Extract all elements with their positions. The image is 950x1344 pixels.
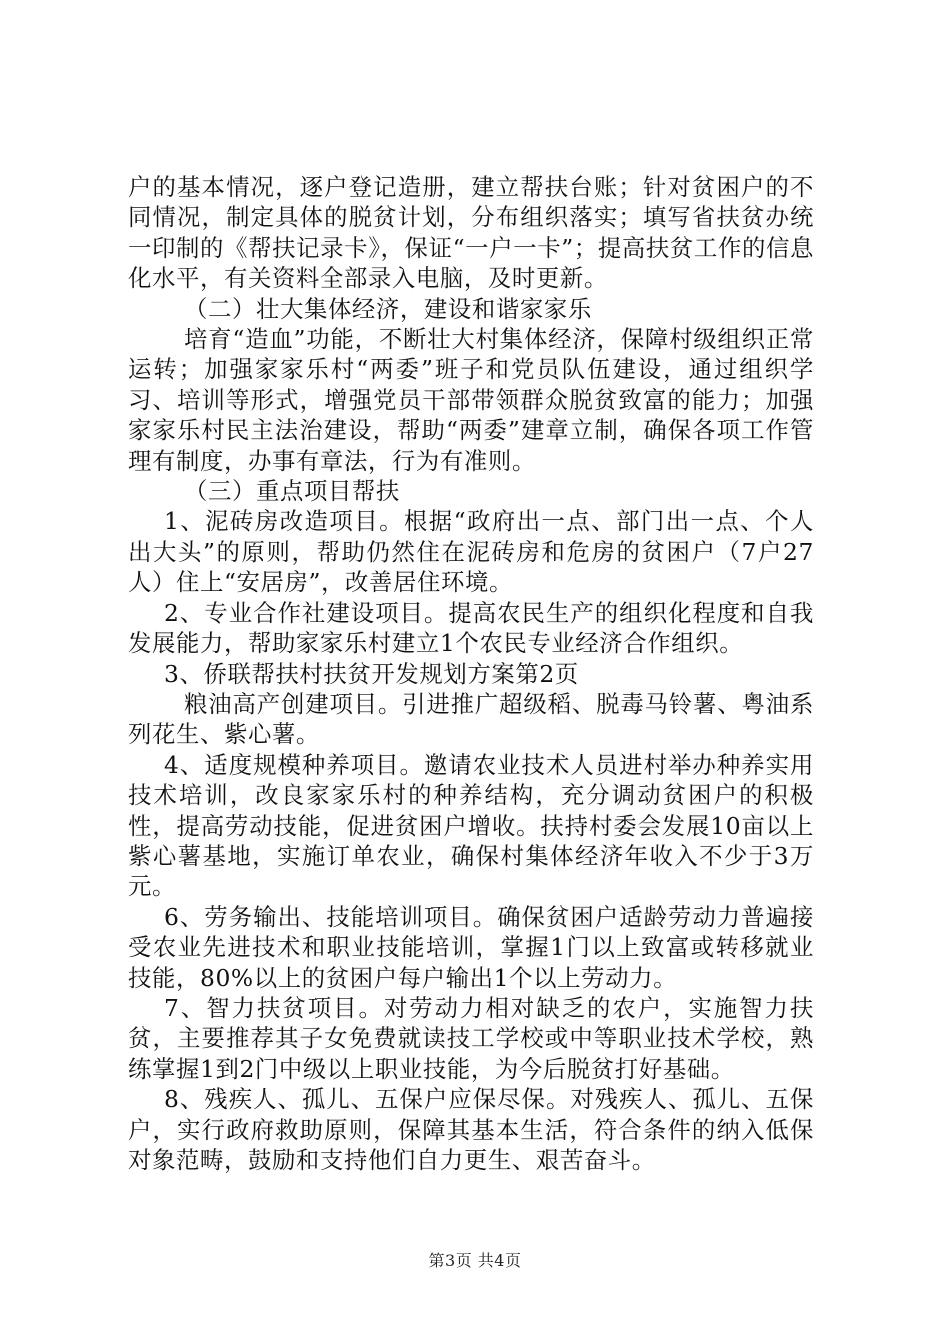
paragraph-item-6: 6、劳务输出、技能培训项目。确保贫困户适龄劳动力普遍接受农业先进技术和职业技能培训，掌握1门以上致富或转移就业技能，80%以上的贫困户每户输出1个以上劳动力。	[128, 902, 814, 992]
paragraph-item-7: 7、智力扶贫项目。对劳动力相对缺乏的农户，实施智力扶贫，主要推荐其子女免费就读技工学校或中等职业技术学校，熟练掌握1到2门中级以上职业技能，为今后脱贫打好基础。	[128, 993, 814, 1083]
paragraph-item-3-title: 3、侨联帮扶村扶贫开发规划方案第2页	[164, 659, 579, 688]
section-heading-3: （三）重点项目帮扶	[184, 477, 400, 506]
page-footer: 第3页 共4页	[428, 1251, 522, 1270]
paragraph-item-8: 8、残疾人、孤儿、五保户应保尽保。对残疾人、孤儿、五保户，实行政府救助原则，保障其基本生活，符合条件的纳入低保对象范畴，鼓励和支持他们自力更生、艰苦奋斗。	[128, 1085, 814, 1174]
paragraph-collective-economy: 培育“造血”功能，不断壮大村集体经济，保障村级组织正常运转；加强家家乐村“两委”班子和党员队伍建设，通过组织学习、培训等形式，增强党员干部带领群众脱贫致富的能力；加强家家乐村民主法治建设，帮助“两委”建章立制，确保各项工作管理有制度，办事有章法，行为有准则。	[128, 325, 814, 475]
paragraph-item-3-body: 粮油高产创建项目。引进推广超级稻、脱毒马铃薯、粤油系列花生、紫心薯。	[128, 689, 814, 749]
paragraph-item-4: 4、适度规模种养项目。邀请农业技术人员进村举办种养实用技术培训，改良家家乐村的种养结构，充分调动贫困户的积极性，提高劳动技能，促进贫困户增收。扶持村委会发展10亩以上紫心薯基地，实施订单农业，确保村集体经济年收入不少于3万元。	[128, 750, 814, 901]
document-body	[128, 172, 814, 1175]
paragraph-item-1: 1、泥砖房改造项目。根据“政府出一点、部门出一点、个人出大头”的原则，帮助仍然住在泥砖房和危房的贫困户（7户27人）住上“安居房”，改善居住环境。	[128, 507, 814, 597]
section-heading-2: （二）壮大集体经济，建设和谐家家乐	[184, 294, 592, 323]
paragraph-item-2: 2、专业合作社建设项目。提高农民生产的组织化程度和自我发展能力，帮助家家乐村建立1个农民专业经济合作组织。	[128, 598, 814, 658]
paragraph-continuation: 户的基本情况，逐户登记造册，建立帮扶台账；针对贫困户的不同情况，制定具体的脱贫计划，分布组织落实；填写省扶贫办统一印制的《帮扶记录卡》，保证“一户一卡”；提高扶贫工作的信息化水平，有关资料全部录入电脑，及时更新。	[128, 173, 814, 293]
